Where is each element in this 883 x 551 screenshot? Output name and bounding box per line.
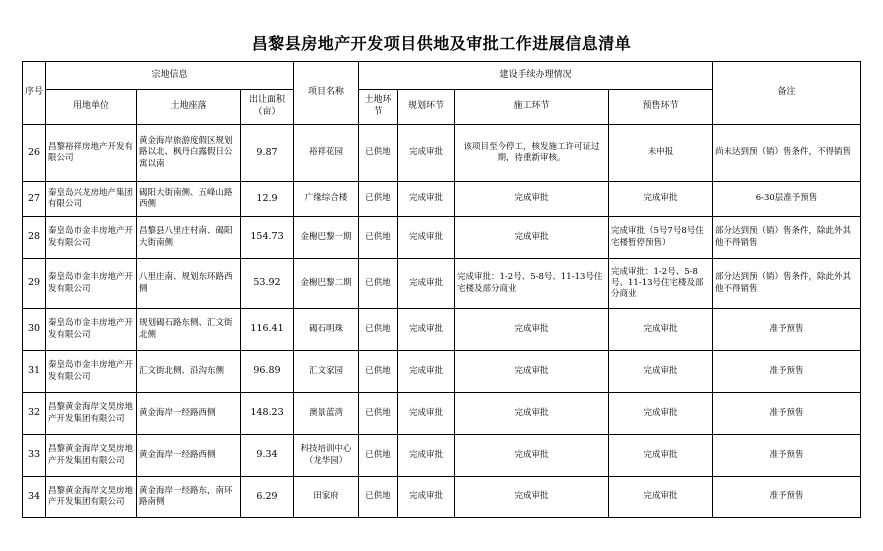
cell-construction-stage: 完成审批 [455, 393, 609, 435]
project-info-table [22, 61, 861, 518]
cell-project-name: 碣石明珠 [294, 309, 359, 351]
cell-seq: 27 [23, 182, 46, 217]
cell-land-stage: 已供地 [359, 309, 398, 351]
cell-presale-stage: 完成审批 [609, 182, 713, 217]
header-parcel-info: 宗地信息 [46, 62, 294, 90]
cell-land-stage: 已供地 [359, 393, 398, 435]
header-land-stage: 土地环节 [359, 90, 398, 125]
cell-remark: 准予预售 [713, 435, 861, 477]
document-title: 昌黎县房地产开发项目供地及审批工作进展信息清单 [251, 34, 632, 53]
header-project-name: 项目名称 [294, 62, 359, 125]
cell-construction-stage: 完成审批 [455, 182, 609, 217]
cell-seq: 31 [23, 351, 46, 393]
cell-planning-stage: 完成审批 [398, 477, 455, 518]
cell-land-unit: 秦皇岛兴龙房地产集团有限公司 [46, 182, 137, 217]
header-process-status: 建设手续办理情况 [359, 62, 713, 90]
cell-land-stage: 已供地 [359, 259, 398, 309]
cell-seq: 28 [23, 217, 46, 259]
cell-land-stage: 已供地 [359, 217, 398, 259]
cell-remark: 准予预售 [713, 477, 861, 518]
cell-project-name: 澳景蓝湾 [294, 393, 359, 435]
cell-land-unit: 昌黎黄金海岸文昊房地产开发集团有限公司 [46, 435, 137, 477]
cell-presale-stage: 完成审批 [609, 309, 713, 351]
cell-remark: 部分达到预（销）售条件，除此外其他不得销售 [713, 259, 861, 309]
cell-planning-stage: 完成审批 [398, 182, 455, 217]
header-row-1 [23, 62, 861, 90]
cell-location: 八里庄南、规划东环路西侧 [137, 259, 241, 309]
cell-presale-stage: 完成审批 [609, 351, 713, 393]
cell-construction-stage: 完成审批 [455, 477, 609, 518]
cell-project-name: 裕祥花园 [294, 125, 359, 182]
cell-land-stage: 已供地 [359, 477, 398, 518]
cell-land-stage: 已供地 [359, 182, 398, 217]
header-land-unit: 用地单位 [46, 90, 137, 125]
cell-area: 9.34 [241, 435, 294, 477]
cell-area: 6.29 [241, 477, 294, 518]
cell-construction-stage: 完成审批 [455, 351, 609, 393]
cell-location: 昌黎县八里庄村南、碣阳大街南侧 [137, 217, 241, 259]
cell-area: 148.23 [241, 393, 294, 435]
table-row [23, 393, 861, 435]
cell-construction-stage: 该项目至今停工，核发施工许可证过期，待重新审核。 [455, 125, 609, 182]
cell-construction-stage: 完成审批：1-2号、5-8号、11-13号住宅楼及部分商业 [455, 259, 609, 309]
cell-remark: 部分达到预（销）售条件，除此外其他不得销售 [713, 217, 861, 259]
table-row [23, 351, 861, 393]
cell-project-name: 广缘综合楼 [294, 182, 359, 217]
cell-area: 154.73 [241, 217, 294, 259]
cell-area: 53.92 [241, 259, 294, 309]
header-area: 出让面积（亩） [241, 90, 294, 125]
cell-planning-stage: 完成审批 [398, 351, 455, 393]
cell-planning-stage: 完成审批 [398, 259, 455, 309]
cell-land-stage: 已供地 [359, 435, 398, 477]
cell-seq: 32 [23, 393, 46, 435]
cell-land-stage: 已供地 [359, 125, 398, 182]
cell-location: 碣阳大街南侧、五峰山路西侧 [137, 182, 241, 217]
table-row [23, 477, 861, 518]
table-row [23, 259, 861, 309]
cell-seq: 26 [23, 125, 46, 182]
header-presale-stage: 预售环节 [609, 90, 713, 125]
header-seq: 序号 [23, 62, 46, 125]
cell-land-unit: 秦皇岛市金丰房地产开发有限公司 [46, 351, 137, 393]
cell-project-name: 田家府 [294, 477, 359, 518]
cell-construction-stage: 完成审批 [455, 309, 609, 351]
cell-presale-stage: 完成审批 [609, 435, 713, 477]
cell-land-unit: 秦皇岛市金丰房地产开发有限公司 [46, 309, 137, 351]
cell-project-name: 科技培训中心（龙华园） [294, 435, 359, 477]
cell-seq: 34 [23, 477, 46, 518]
header-planning-stage: 规划环节 [398, 90, 455, 125]
cell-land-unit: 昌黎黄金海岸文昊房地产开发集团有限公司 [46, 477, 137, 518]
cell-planning-stage: 完成审批 [398, 309, 455, 351]
cell-planning-stage: 完成审批 [398, 393, 455, 435]
cell-construction-stage: 完成审批 [455, 435, 609, 477]
table-row [23, 435, 861, 477]
cell-project-name: 金榭巴黎二期 [294, 259, 359, 309]
cell-location: 黄金海岸一经路西侧 [137, 435, 241, 477]
cell-remark: 准予预售 [713, 309, 861, 351]
cell-area: 12.9 [241, 182, 294, 217]
cell-location: 黄金海岸一经路东，南环路南侧 [137, 477, 241, 518]
cell-seq: 29 [23, 259, 46, 309]
cell-land-unit: 昌黎黄金海岸文昊房地产开发集团有限公司 [46, 393, 137, 435]
cell-location: 汇文街北侧、沿沟东侧 [137, 351, 241, 393]
cell-planning-stage: 完成审批 [398, 435, 455, 477]
cell-construction-stage: 完成审批 [455, 217, 609, 259]
cell-area: 96.89 [241, 351, 294, 393]
table-row [23, 217, 861, 259]
cell-project-name: 汇文家园 [294, 351, 359, 393]
header-remark: 备注 [713, 62, 861, 125]
cell-location: 规划碣石路东侧、汇文街北侧 [137, 309, 241, 351]
cell-presale-stage: 完成审批 [609, 477, 713, 518]
cell-remark: 准予预售 [713, 351, 861, 393]
table-row [23, 125, 861, 182]
table-row [23, 309, 861, 351]
cell-presale-stage: 未申报 [609, 125, 713, 182]
table-row [23, 182, 861, 217]
cell-seq: 33 [23, 435, 46, 477]
cell-remark: 尚未达到预（销）售条件，不得销售 [713, 125, 861, 182]
header-location: 土地座落 [137, 90, 241, 125]
cell-presale-stage: 完成审批：1-2号、5-8号、11-13号住宅楼及部分商业 [609, 259, 713, 309]
cell-planning-stage: 完成审批 [398, 217, 455, 259]
cell-land-unit: 昌黎裕祥房地产开发有限公司 [46, 125, 137, 182]
cell-area: 116.41 [241, 309, 294, 351]
cell-location: 黄金海岸旅游度假区规划路以北、枫丹白露假日公寓以南 [137, 125, 241, 182]
cell-project-name: 金榭巴黎一期 [294, 217, 359, 259]
cell-remark: 6-30层准予预售 [713, 182, 861, 217]
cell-location: 黄金海岸一经路西侧 [137, 393, 241, 435]
header-construction-stage: 施工环节 [455, 90, 609, 125]
cell-land-stage: 已供地 [359, 351, 398, 393]
cell-seq: 30 [23, 309, 46, 351]
cell-presale-stage: 完成审批（5号7号8号住宅楼暂停预售） [609, 217, 713, 259]
cell-planning-stage: 完成审批 [398, 125, 455, 182]
cell-presale-stage: 完成审批 [609, 393, 713, 435]
cell-area: 9.87 [241, 125, 294, 182]
cell-remark: 准予预售 [713, 393, 861, 435]
cell-land-unit: 秦皇岛市金丰房地产开发有限公司 [46, 217, 137, 259]
cell-land-unit: 秦皇岛市金丰房地产开发有限公司 [46, 259, 137, 309]
